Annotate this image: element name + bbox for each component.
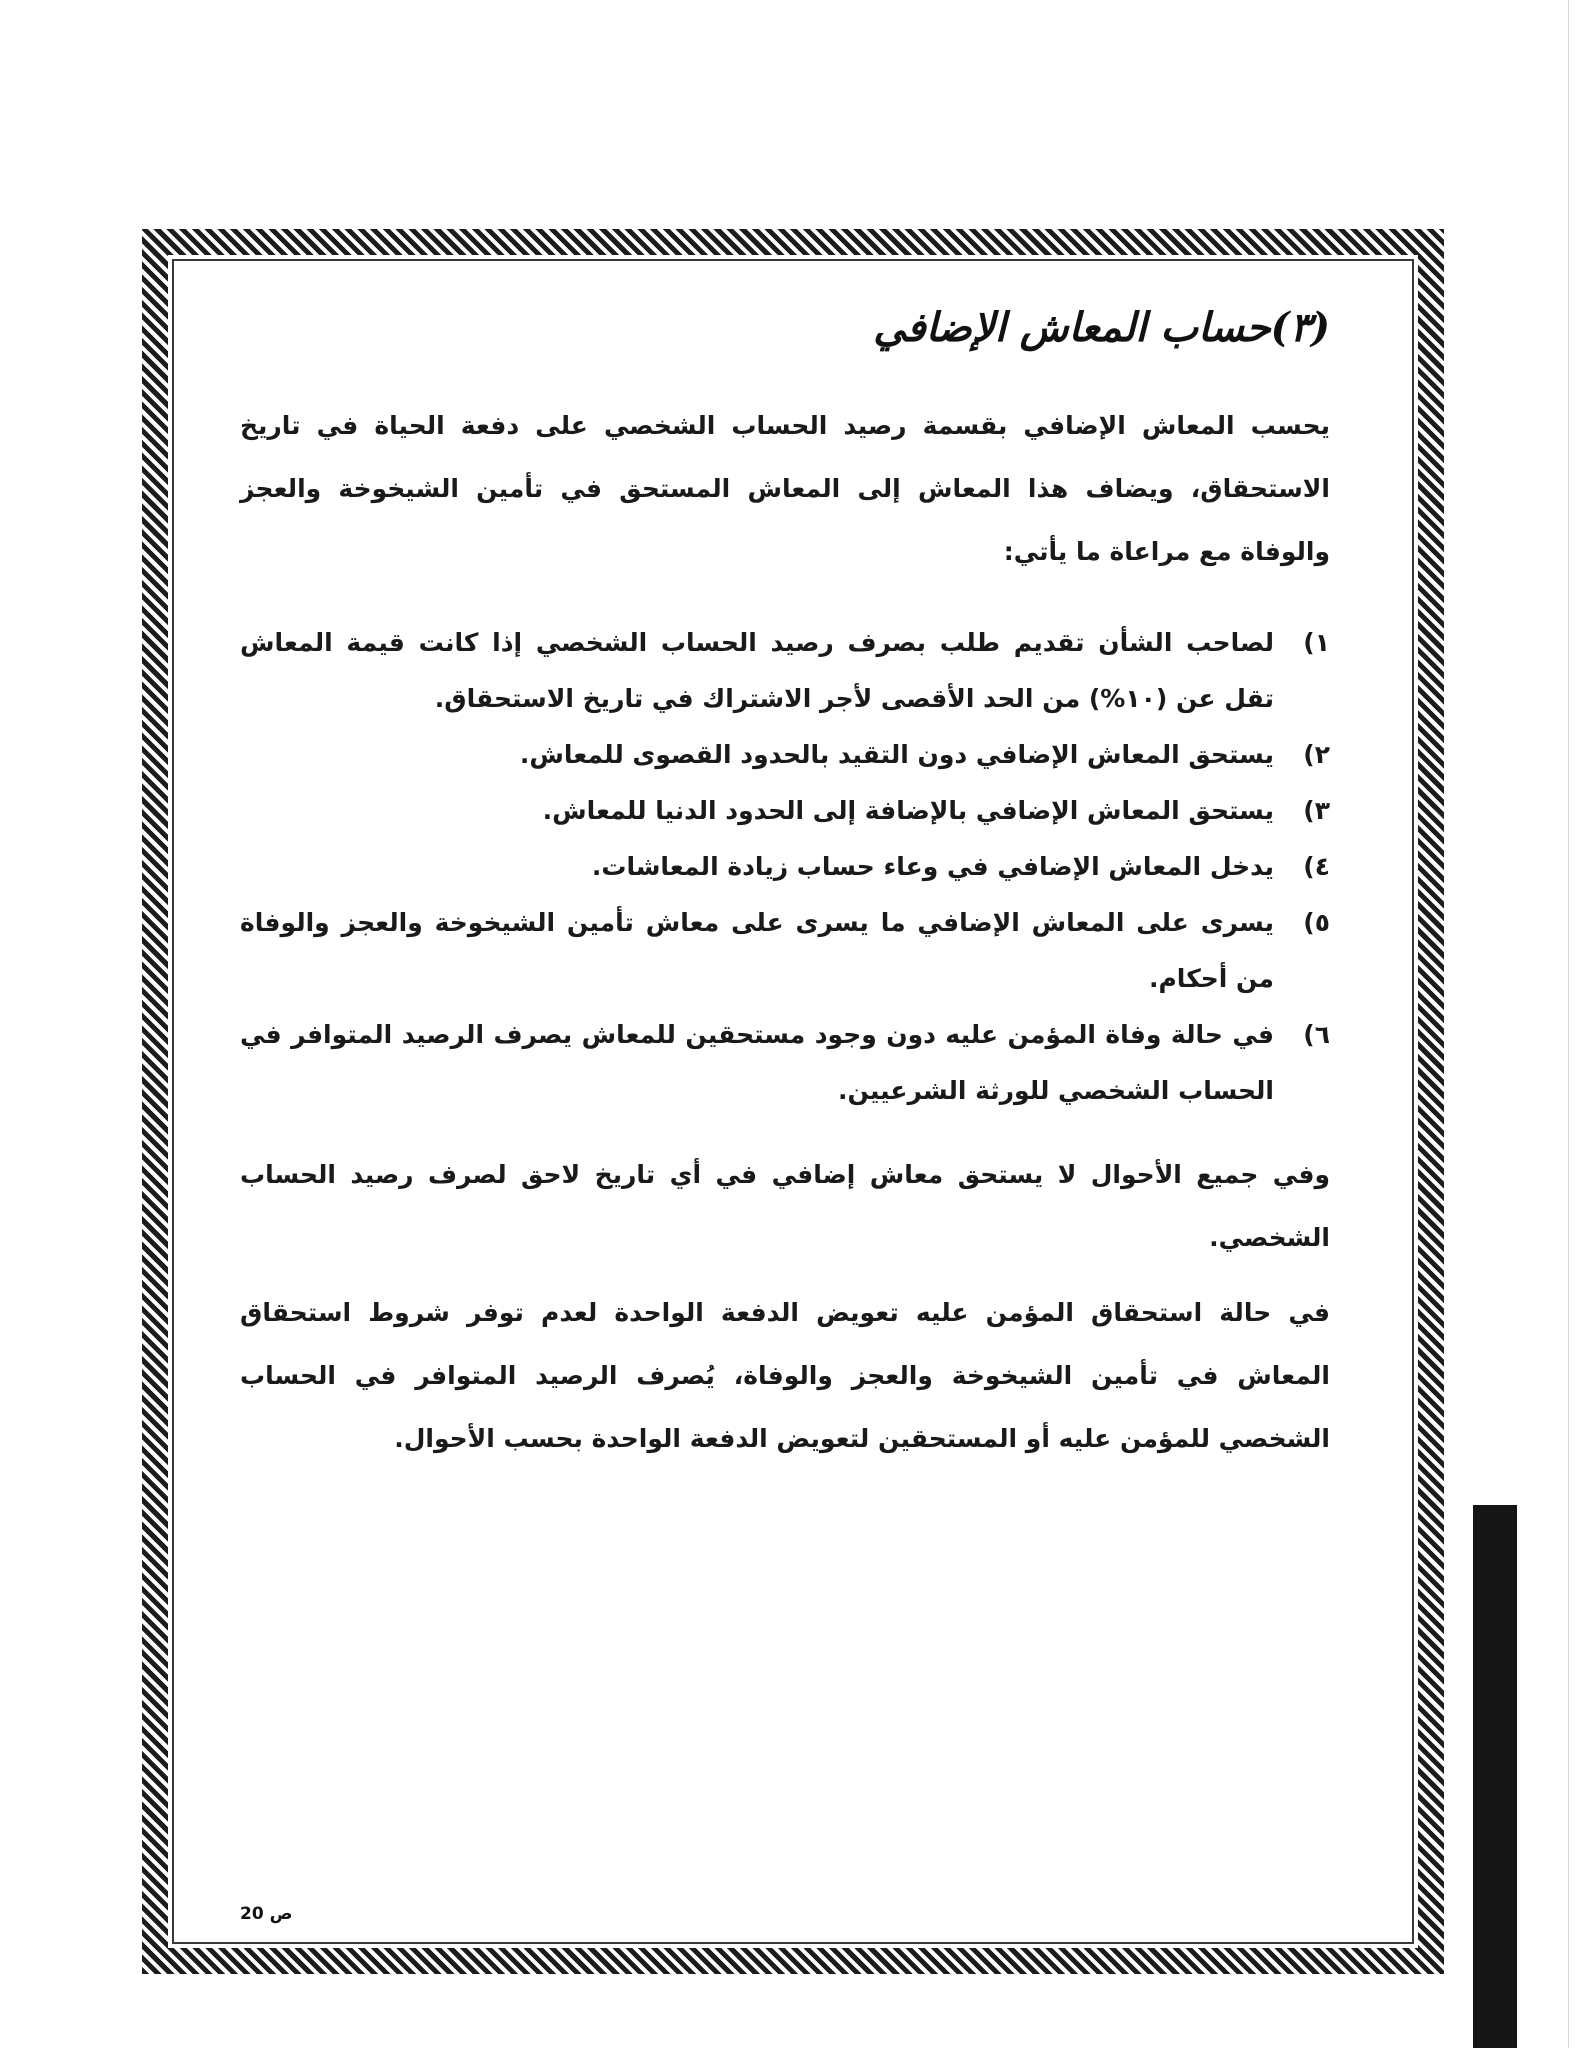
list-item-number: ٣) (1303, 796, 1330, 825)
general-note: وفي جميع الأحوال لا يستحق معاش إضافي في أي تاريخ لاحق لصرف رصيد الحساب الشخصي. (240, 1160, 1330, 1252)
scan-shadow-bar (1473, 1505, 1517, 2048)
list-item (240, 1007, 1330, 1119)
list-item-text: يستحق المعاش الإضافي بالإضافة إلى الحدود الدنيا للمعاش. (542, 796, 1274, 825)
list-item (240, 727, 1330, 783)
list-item-number: ١) (1303, 628, 1330, 657)
list-item-number: ٤) (1303, 852, 1330, 881)
section-title: (٣)حساب المعاش الإضافي (873, 304, 1330, 351)
list-item (240, 839, 1330, 895)
list-item-text: يدخل المعاش الإضافي في وعاء حساب زيادة المعاشات. (591, 852, 1274, 881)
rules-list (240, 615, 1330, 1119)
list-item-text: يستحق المعاش الإضافي دون التقيد بالحدود القصوى للمعاش. (519, 740, 1274, 769)
list-item-number: ٢) (1303, 740, 1330, 769)
list-item-text: في حالة وفاة المؤمن عليه دون وجود مستحقين للمعاش يصرف الرصيد المتوافر في الحساب الشخصي للورثة الشرعيين. (240, 1020, 1274, 1105)
closing-paragraph: في حالة استحقاق المؤمن عليه تعويض الدفعة الواحدة لعدم توفر شروط استحقاق المعاش في تأمين الشيخوخة والعجز والوفاة، يُصرف الرصيد المتوافر في الحساب الشخصي للمؤمن عليه أو المستحقين لتعويض الدفعة الواحدة بحسب الأحوال. (240, 1298, 1330, 1453)
intro-paragraph: يحسب المعاش الإضافي بقسمة رصيد الحساب الشخصي على دفعة الحياة في تاريخ الاستحقاق، ويضاف هذا المعاش إلى المعاش المستحق في تأمين الشيخوخة والعجز والوفاة مع مراعاة ما يأتي: (240, 411, 1330, 566)
list-item (240, 783, 1330, 839)
list-item (240, 615, 1330, 727)
page-content (240, 300, 1330, 1470)
list-item (240, 895, 1330, 1007)
list-item-text: لصاحب الشأن تقديم طلب بصرف رصيد الحساب الشخصي إذا كانت قيمة المعاش تقل عن (١٠%) من الحد الأقصى لأجر الاشتراك في تاريخ الاستحقاق. (240, 628, 1274, 713)
list-item-number: ٦) (1303, 1020, 1330, 1049)
scan-edge (1568, 0, 1569, 2048)
page-number: ص 20 (240, 1904, 293, 1924)
list-item-number: ٥) (1303, 908, 1330, 937)
list-item-text: يسرى على المعاش الإضافي ما يسرى على معاش تأمين الشيخوخة والعجز والوفاة من أحكام. (240, 908, 1274, 993)
